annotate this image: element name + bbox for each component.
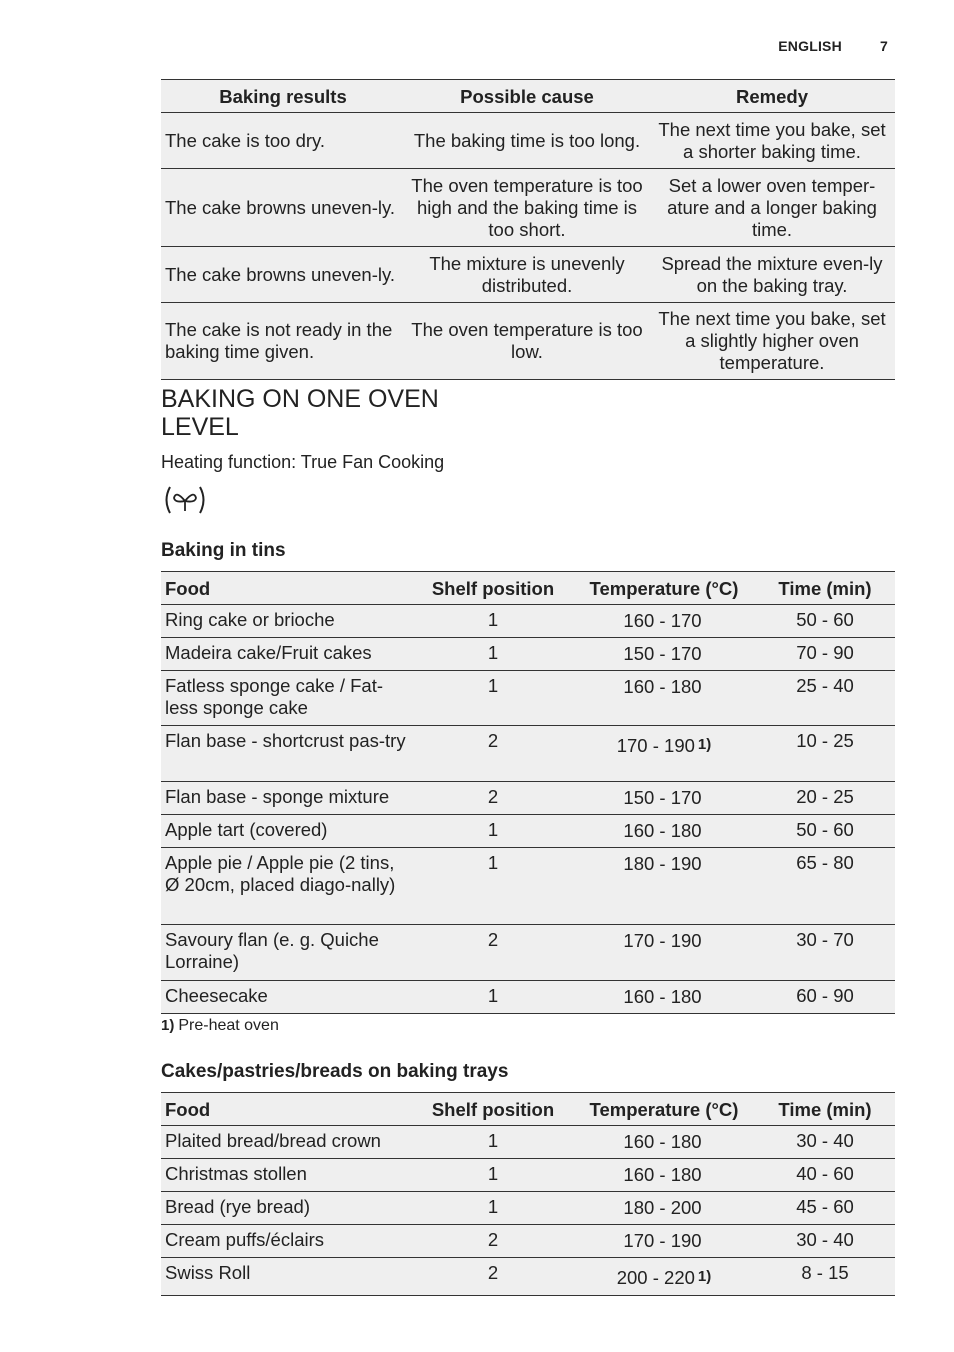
food-cell: Christmas stollen bbox=[161, 1159, 413, 1192]
food-cell: Cream puffs/éclairs bbox=[161, 1225, 413, 1258]
shelf-cell: 1 bbox=[413, 605, 573, 638]
food-cell: Madeira cake/Fruit cakes bbox=[161, 638, 413, 671]
column-header: Food bbox=[161, 1093, 413, 1126]
food-cell: Fatless sponge cake / Fat-less sponge cake bbox=[161, 671, 413, 726]
table-row bbox=[161, 782, 895, 815]
column-header: Remedy bbox=[649, 80, 895, 113]
food-cell: Apple pie / Apple pie (2 tins, Ø 20cm, placed diago-nally) bbox=[161, 848, 413, 925]
column-header: Baking results bbox=[161, 80, 405, 113]
column-header: Possible cause bbox=[405, 80, 649, 113]
temperature-cell: 150 - 170 bbox=[573, 782, 755, 815]
fan-symbol-icon bbox=[161, 484, 209, 516]
food-cell: Ring cake or brioche bbox=[161, 605, 413, 638]
temperature-cell: 160 - 180 bbox=[573, 981, 755, 1014]
food-cell: Swiss Roll bbox=[161, 1258, 413, 1296]
baking-in-tins-section bbox=[161, 571, 895, 1014]
time-cell: 25 - 40 bbox=[755, 671, 895, 726]
time-cell: 65 - 80 bbox=[755, 848, 895, 925]
column-header: Food bbox=[161, 572, 413, 605]
column-header: Temperature (°C) bbox=[573, 572, 755, 605]
table-cell: The cake browns uneven-ly. bbox=[161, 247, 405, 303]
footnote-mark: 1) bbox=[161, 1017, 175, 1034]
table-cell: The baking time is too long. bbox=[405, 113, 649, 169]
shelf-cell: 2 bbox=[413, 726, 573, 782]
shelf-cell: 1 bbox=[413, 671, 573, 726]
food-cell: Flan base - sponge mixture bbox=[161, 782, 413, 815]
column-header: Temperature (°C) bbox=[573, 1093, 755, 1126]
time-cell: 50 - 60 bbox=[755, 605, 895, 638]
food-cell: Cheesecake bbox=[161, 981, 413, 1014]
food-cell: Flan base - shortcrust pas-try bbox=[161, 726, 413, 782]
table-cell: The cake is too dry. bbox=[161, 113, 405, 169]
table-cell: The mixture is unevenly distributed. bbox=[405, 247, 649, 303]
temperature-cell: 180 - 200 bbox=[573, 1192, 755, 1225]
footnote-text: Pre-heat oven bbox=[178, 1017, 279, 1034]
table-cell: The next time you bake, set a shorter baking time. bbox=[649, 113, 895, 169]
table-row bbox=[161, 638, 895, 671]
temperature-cell: 160 - 180 bbox=[573, 815, 755, 848]
baking-in-tins-table bbox=[161, 571, 895, 1014]
time-cell: 40 - 60 bbox=[755, 1159, 895, 1192]
time-cell: 30 - 40 bbox=[755, 1225, 895, 1258]
baking-one-level-heading bbox=[161, 385, 895, 441]
shelf-cell: 1 bbox=[413, 638, 573, 671]
troubleshooting-section bbox=[161, 79, 895, 380]
section-title: BAKING ON ONE OVEN LEVEL bbox=[161, 385, 439, 441]
table-cell: Set a lower oven temper-ature and a longer baking time. bbox=[649, 169, 895, 247]
table-row bbox=[161, 848, 895, 925]
temperature-cell: 160 - 180 bbox=[573, 1159, 755, 1192]
shelf-cell: 1 bbox=[413, 848, 573, 925]
temperature-cell: 160 - 180 bbox=[573, 1126, 755, 1159]
table-cell: The cake is not ready in the baking time given. bbox=[161, 303, 405, 380]
temperature-cell: 160 - 170 bbox=[573, 605, 755, 638]
column-header: Time (min) bbox=[755, 1093, 895, 1126]
footnote bbox=[161, 1017, 895, 1035]
shelf-cell: 1 bbox=[413, 815, 573, 848]
table-cell: The oven temperature is too high and the baking time is too short. bbox=[405, 169, 649, 247]
temperature-cell: 150 - 170 bbox=[573, 638, 755, 671]
column-header: Shelf position bbox=[413, 1093, 573, 1126]
table-row bbox=[161, 1126, 895, 1159]
table-row bbox=[161, 1225, 895, 1258]
shelf-cell: 2 bbox=[413, 1258, 573, 1296]
table-row bbox=[161, 1159, 895, 1192]
column-header: Time (min) bbox=[755, 572, 895, 605]
column-header: Shelf position bbox=[413, 572, 573, 605]
page-number: 7 bbox=[880, 38, 888, 54]
baking-trays-title: Cakes/pastries/breads on baking trays bbox=[161, 1061, 509, 1082]
table-row bbox=[161, 981, 895, 1014]
food-cell: Apple tart (covered) bbox=[161, 815, 413, 848]
table-header-row bbox=[161, 572, 895, 605]
table-row bbox=[161, 925, 895, 981]
page-header bbox=[778, 38, 888, 54]
temperature-cell: 200 - 220 1) bbox=[573, 1258, 755, 1296]
time-cell: 30 - 40 bbox=[755, 1126, 895, 1159]
temperature-cell: 160 - 180 bbox=[573, 671, 755, 726]
time-cell: 60 - 90 bbox=[755, 981, 895, 1014]
table-cell: Spread the mixture even-ly on the baking tray. bbox=[649, 247, 895, 303]
table-header-row bbox=[161, 80, 895, 113]
food-cell: Plaited bread/bread crown bbox=[161, 1126, 413, 1159]
time-cell: 50 - 60 bbox=[755, 815, 895, 848]
troubleshooting-table bbox=[161, 79, 895, 380]
language-label: ENGLISH bbox=[778, 38, 842, 54]
time-cell: 70 - 90 bbox=[755, 638, 895, 671]
temperature-cell: 180 - 190 bbox=[573, 848, 755, 925]
food-cell: Bread (rye bread) bbox=[161, 1192, 413, 1225]
table-row bbox=[161, 815, 895, 848]
temperature-cell: 170 - 190 1) bbox=[573, 726, 755, 782]
baking-trays-section bbox=[161, 1092, 895, 1296]
shelf-cell: 1 bbox=[413, 981, 573, 1014]
heating-function-label: Heating function: True Fan Cooking bbox=[161, 452, 445, 472]
shelf-cell: 1 bbox=[413, 1126, 573, 1159]
shelf-cell: 1 bbox=[413, 1159, 573, 1192]
table-row bbox=[161, 303, 895, 380]
time-cell: 20 - 25 bbox=[755, 782, 895, 815]
shelf-cell: 2 bbox=[413, 1225, 573, 1258]
temperature-cell: 170 - 190 bbox=[573, 1225, 755, 1258]
baking-in-tins-title: Baking in tins bbox=[161, 540, 286, 561]
temperature-cell: 170 - 190 bbox=[573, 925, 755, 981]
true-fan-cooking-icon bbox=[161, 484, 895, 521]
table-row bbox=[161, 671, 895, 726]
table-cell: The cake browns uneven-ly. bbox=[161, 169, 405, 247]
table-row bbox=[161, 1258, 895, 1296]
table-cell: The oven temperature is too low. bbox=[405, 303, 649, 380]
shelf-cell: 1 bbox=[413, 1192, 573, 1225]
baking-trays-table bbox=[161, 1092, 895, 1296]
time-cell: 10 - 25 bbox=[755, 726, 895, 782]
time-cell: 30 - 70 bbox=[755, 925, 895, 981]
table-row bbox=[161, 113, 895, 169]
time-cell: 45 - 60 bbox=[755, 1192, 895, 1225]
shelf-cell: 2 bbox=[413, 925, 573, 981]
table-row bbox=[161, 726, 895, 782]
table-row bbox=[161, 605, 895, 638]
table-row bbox=[161, 1192, 895, 1225]
table-row bbox=[161, 169, 895, 247]
time-cell: 8 - 15 bbox=[755, 1258, 895, 1296]
table-row bbox=[161, 247, 895, 303]
table-cell: The next time you bake, set a slightly higher oven temperature. bbox=[649, 303, 895, 380]
table-header-row bbox=[161, 1093, 895, 1126]
food-cell: Savoury flan (e. g. Quiche Lorraine) bbox=[161, 925, 413, 981]
shelf-cell: 2 bbox=[413, 782, 573, 815]
